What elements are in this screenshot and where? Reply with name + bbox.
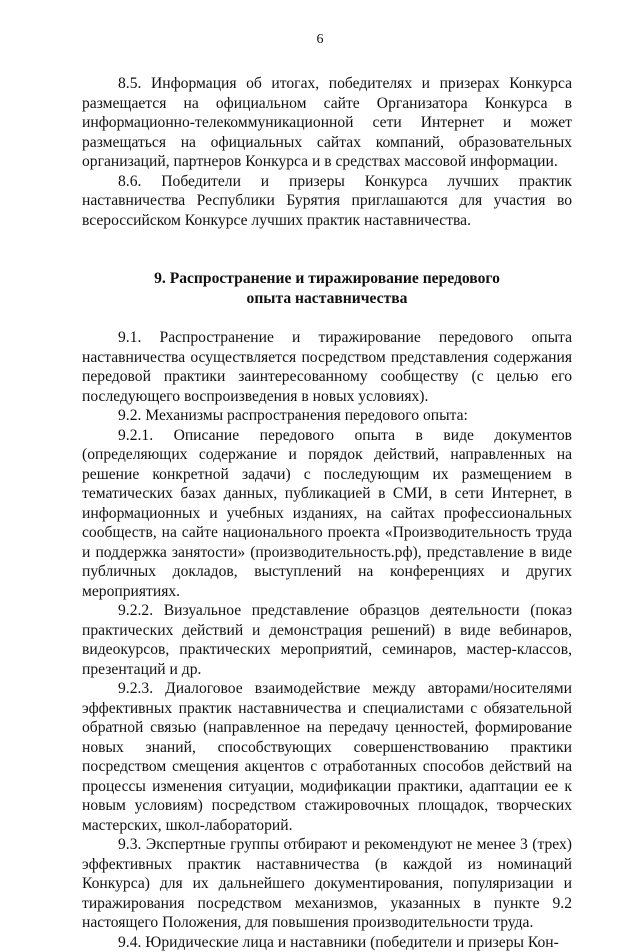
paragraph-9-2-1: 9.2.1. Описание передового опыта в виде документов (определяющих содержание и порядок действий, направленных на решение конкретной задачи) с последующим их размещением в тематических базах данных, публикацией в СМИ, в сети Интернет, в информационных и учебных изданиях, на сайтах профессиональных сообществ, на сайте национального проекта «Производительность труда и поддержка занятости» (производительность.рф), представление в виде публичных докладов, выступлений на конференциях и других мероприятиях.	[82, 426, 572, 602]
paragraph-9-2: 9.2. Механизмы распространения передового опыта:	[82, 406, 572, 426]
paragraph-8-5: 8.5. Информация об итогах, победителях и призерах Конкурса размещается на официальном сайте Организатора Конкурса в информационно-телекоммуникационной сети Интернет и может размещаться на официальных сайтах компаний, образовательных организаций, партнеров Конкурса и в средствах массовой информации.	[82, 74, 572, 172]
paragraph-9-2-2: 9.2.2. Визуальное представление образцов деятельности (показ практических действий и демонстрация решений) в виде вебинаров, видеокурсов, практических мероприятий, семинаров, мастер-классов, презентаций и др.	[82, 601, 572, 679]
paragraph-9-2-3: 9.2.3. Диалоговое взаимодействие между авторами/носителями эффективных практик наставничества и специалистами с обязательной обратной связью (направленное на передачу ценностей, формирование новых знаний, способствующих совершенствованию практики посредством смещения акцентов с отработанных способов действий на процессы изменения ситуации, модификации практики, адаптации ее к новым условиям) посредством стажировочных площадок, творческих мастерских, школ-лабораторий.	[82, 679, 572, 835]
section-heading	[82, 269, 572, 308]
paragraph-9-1: 9.1. Распространение и тиражирование передового опыта наставничества осуществляется посредством представления содержания передовой практики заинтересованному сообществу (с целью его последующего воспроизведения в новых условиях).	[82, 328, 572, 406]
paragraph-9-3: 9.3. Экспертные группы отбирают и рекомендуют не менее 3 (трех) эффективных практик наставничества (в каждой из номинаций Конкурса) для их дальнейшего документирования, популяризации и тиражирования посредством механизмов, указанных в пункте 9.2 настоящего Положения, для повышения производительности труда.	[82, 835, 572, 933]
paragraph-8-6: 8.6. Победители и призеры Конкурса лучших практик наставничества Республики Бурятия приглашаются для участия во всероссийском Конкурсе лучших практик наставничества.	[82, 172, 572, 231]
document-body	[82, 74, 572, 952]
section-heading-line-1: 9. Распространение и тиражирование передового	[82, 269, 572, 289]
paragraph-9-4: 9.4. Юридические лица и наставники (победители и призеры Кон-	[82, 933, 572, 952]
page-number: 6	[0, 31, 640, 49]
section-heading-line-2: опыта наставничества	[82, 289, 572, 309]
